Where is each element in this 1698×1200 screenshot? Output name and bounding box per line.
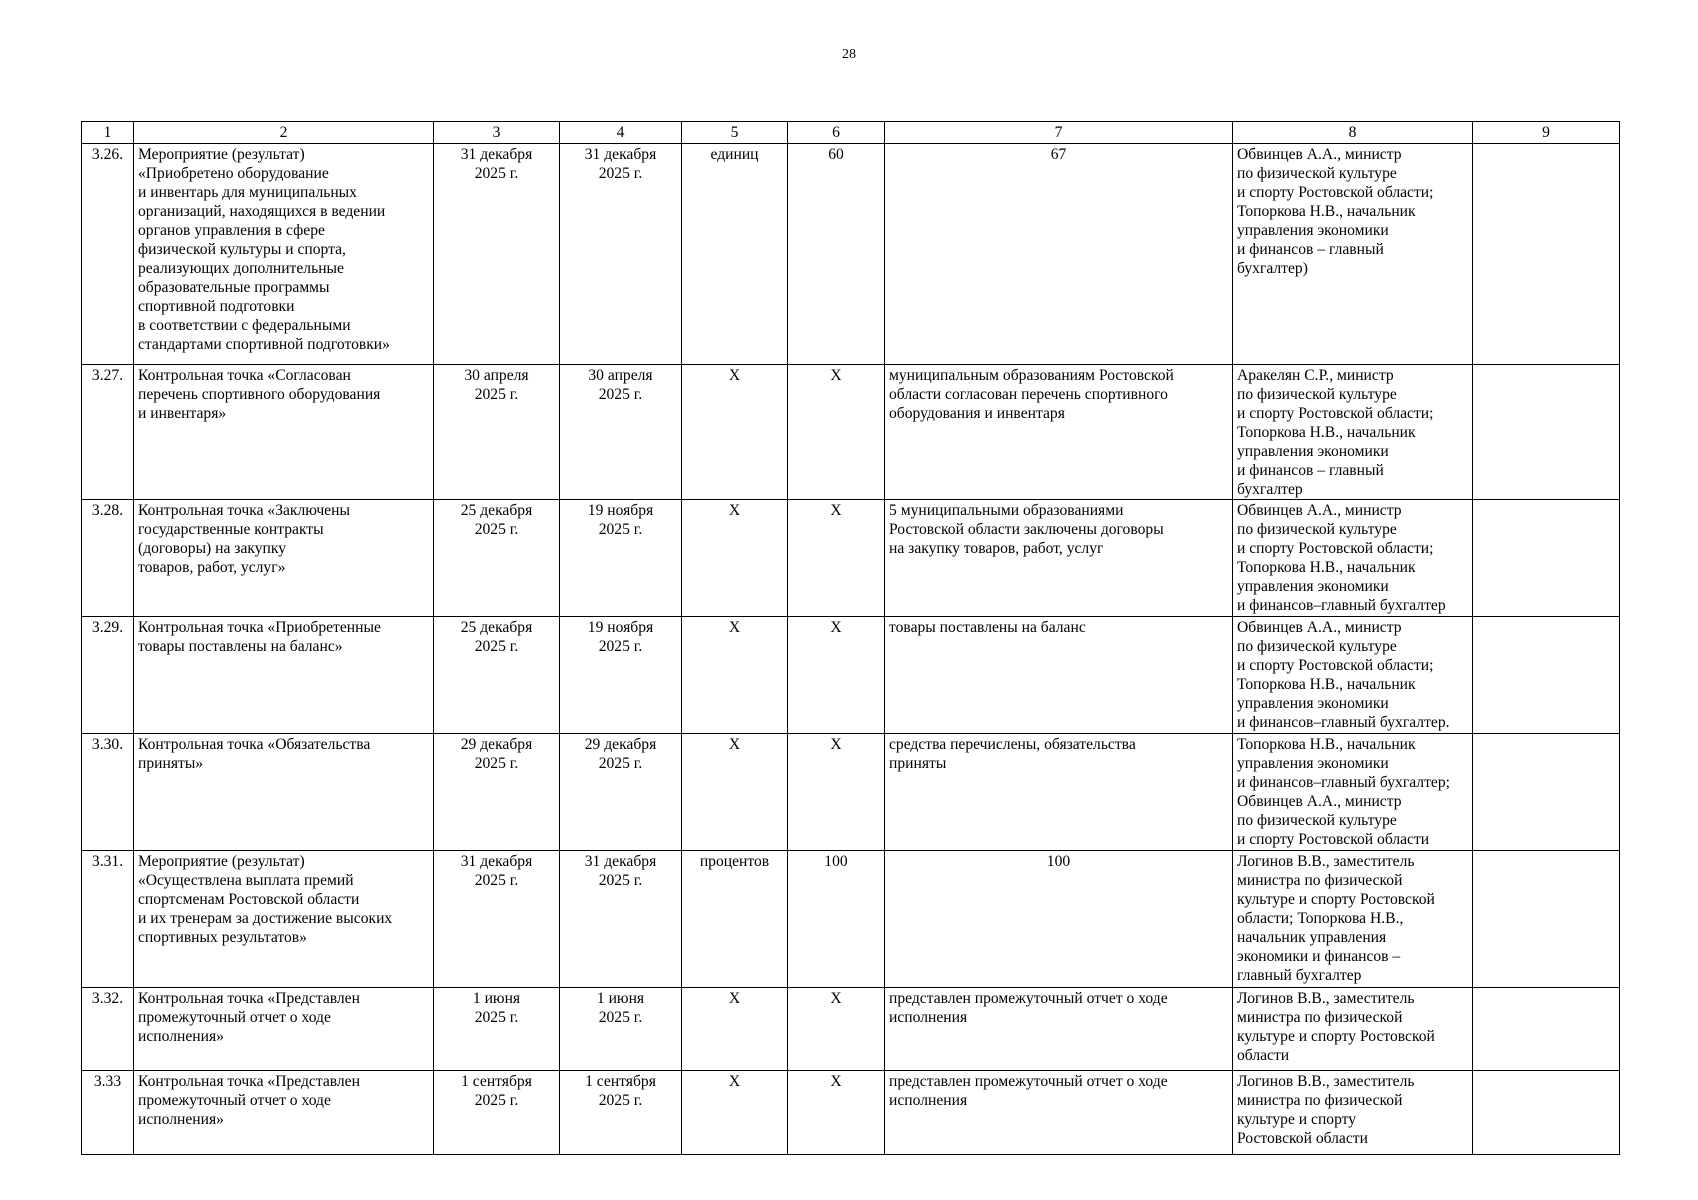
start-date: 31 декабря 2025 г. — [434, 144, 560, 365]
note — [1473, 144, 1620, 365]
start-date: 29 декабря 2025 г. — [434, 734, 560, 851]
note — [1473, 988, 1620, 1071]
note — [1473, 365, 1620, 500]
responsible: Обвинцев А.А., министр по физической культуре и спорту Ростовской области; Топоркова Н.В., начальник управления экономики и финансов – главный бухгалтер) — [1233, 144, 1473, 365]
responsible: Логинов В.В., заместитель министра по физической культуре и спорту Ростовской области — [1233, 1071, 1473, 1155]
end-date: 19 ноября 2025 г. — [560, 617, 682, 734]
plan-value: X — [788, 617, 885, 734]
result-value: 67 — [885, 144, 1233, 365]
header-cell-5: 5 — [682, 122, 788, 144]
header-cell-1: 1 — [82, 122, 134, 144]
end-date: 1 июня 2025 г. — [560, 988, 682, 1071]
row-number: 3.29. — [82, 617, 134, 734]
header-cell-6: 6 — [788, 122, 885, 144]
unit: единиц — [682, 144, 788, 365]
unit: X — [682, 734, 788, 851]
page-number: 28 — [842, 47, 856, 62]
row-number: 3.31. — [82, 851, 134, 988]
row-number: 3.27. — [82, 365, 134, 500]
plan-table — [81, 121, 1620, 1155]
note — [1473, 1071, 1620, 1155]
plan-value: X — [788, 734, 885, 851]
end-date: 31 декабря 2025 г. — [560, 851, 682, 988]
plan-value: 60 — [788, 144, 885, 365]
item-name: Мероприятие (результат) «Осуществлена выплата премий спортсменам Ростовской области и их тренерам за достижение высоких спортивных результатов» — [134, 851, 434, 988]
header-cell-3: 3 — [434, 122, 560, 144]
end-date: 31 декабря 2025 г. — [560, 144, 682, 365]
end-date: 1 сентября 2025 г. — [560, 1071, 682, 1155]
table-row — [82, 617, 1620, 734]
unit: процентов — [682, 851, 788, 988]
plan-value: X — [788, 988, 885, 1071]
result-value: товары поставлены на баланс — [885, 617, 1233, 734]
result-value: 100 — [885, 851, 1233, 988]
start-date: 30 апреля 2025 г. — [434, 365, 560, 500]
header-cell-8: 8 — [1233, 122, 1473, 144]
table-row — [82, 851, 1620, 988]
unit: X — [682, 988, 788, 1071]
result-value: 5 муниципальными образованиями Ростовской области заключены договоры на закупку товаров, работ, услуг — [885, 500, 1233, 617]
row-number: 3.33 — [82, 1071, 134, 1155]
item-name: Контрольная точка «Обязательства приняты» — [134, 734, 434, 851]
start-date: 1 июня 2025 г. — [434, 988, 560, 1071]
end-date: 29 декабря 2025 г. — [560, 734, 682, 851]
end-date: 30 апреля 2025 г. — [560, 365, 682, 500]
plan-value: X — [788, 500, 885, 617]
item-name: Контрольная точка «Заключены государственные контракты (договоры) на закупку товаров, работ, услуг» — [134, 500, 434, 617]
table-row — [82, 500, 1620, 617]
unit: X — [682, 500, 788, 617]
table-row — [82, 365, 1620, 500]
table-row — [82, 144, 1620, 365]
result-value: средства перечислены, обязательства приняты — [885, 734, 1233, 851]
note — [1473, 734, 1620, 851]
table-row — [82, 734, 1620, 851]
note — [1473, 617, 1620, 734]
item-name: Контрольная точка «Представлен промежуточный отчет о ходе исполнения» — [134, 988, 434, 1071]
row-number: 3.30. — [82, 734, 134, 851]
unit: X — [682, 365, 788, 500]
header-cell-4: 4 — [560, 122, 682, 144]
header-cell-7: 7 — [885, 122, 1233, 144]
result-value: представлен промежуточный отчет о ходе исполнения — [885, 988, 1233, 1071]
item-name: Контрольная точка «Приобретенные товары поставлены на баланс» — [134, 617, 434, 734]
plan-value: X — [788, 365, 885, 500]
responsible: Аракелян С.Р., министр по физической культуре и спорту Ростовской области; Топоркова Н.В., начальник управления экономики и финансов – главный бухгалтер — [1233, 365, 1473, 500]
plan-value: X — [788, 1071, 885, 1155]
item-name: Контрольная точка «Согласован перечень спортивного оборудования и инвентаря» — [134, 365, 434, 500]
start-date: 1 сентября 2025 г. — [434, 1071, 560, 1155]
header-cell-2: 2 — [134, 122, 434, 144]
header-row — [82, 122, 1620, 144]
responsible: Логинов В.В., заместитель министра по физической культуре и спорту Ростовской области — [1233, 988, 1473, 1071]
responsible: Обвинцев А.А., министр по физической культуре и спорту Ростовской области; Топоркова Н.В., начальник управления экономики и финансов–главный бухгалтер — [1233, 500, 1473, 617]
note — [1473, 500, 1620, 617]
start-date: 31 декабря 2025 г. — [434, 851, 560, 988]
start-date: 25 декабря 2025 г. — [434, 500, 560, 617]
table-row — [82, 988, 1620, 1071]
header-cell-9: 9 — [1473, 122, 1620, 144]
result-value: муниципальным образованиям Ростовской области согласован перечень спортивного оборудования и инвентаря — [885, 365, 1233, 500]
item-name: Мероприятие (результат) «Приобретено оборудование и инвентарь для муниципальных организаций, находящихся в ведении органов управления в сфере физической культуры и спорта, реализующих дополнительные образовательные программы спортивной подготовки в соответствии с федеральными стандартами спортивной подготовки» — [134, 144, 434, 365]
responsible: Логинов В.В., заместитель министра по физической культуре и спорту Ростовской области; Топоркова Н.В., начальник управления экономики и финансов – главный бухгалтер — [1233, 851, 1473, 988]
table-row — [82, 1071, 1620, 1155]
row-number: 3.26. — [82, 144, 134, 365]
row-number: 3.28. — [82, 500, 134, 617]
responsible: Обвинцев А.А., министр по физической культуре и спорту Ростовской области; Топоркова Н.В., начальник управления экономики и финансов–главный бухгалтер. — [1233, 617, 1473, 734]
item-name: Контрольная точка «Представлен промежуточный отчет о ходе исполнения» — [134, 1071, 434, 1155]
responsible: Топоркова Н.В., начальник управления экономики и финансов–главный бухгалтер; Обвинцев А.А., министр по физической культуре и спорту Ростовской области — [1233, 734, 1473, 851]
note — [1473, 851, 1620, 988]
row-number: 3.32. — [82, 988, 134, 1071]
end-date: 19 ноября 2025 г. — [560, 500, 682, 617]
unit: X — [682, 1071, 788, 1155]
start-date: 25 декабря 2025 г. — [434, 617, 560, 734]
result-value: представлен промежуточный отчет о ходе исполнения — [885, 1071, 1233, 1155]
unit: X — [682, 617, 788, 734]
plan-value: 100 — [788, 851, 885, 988]
